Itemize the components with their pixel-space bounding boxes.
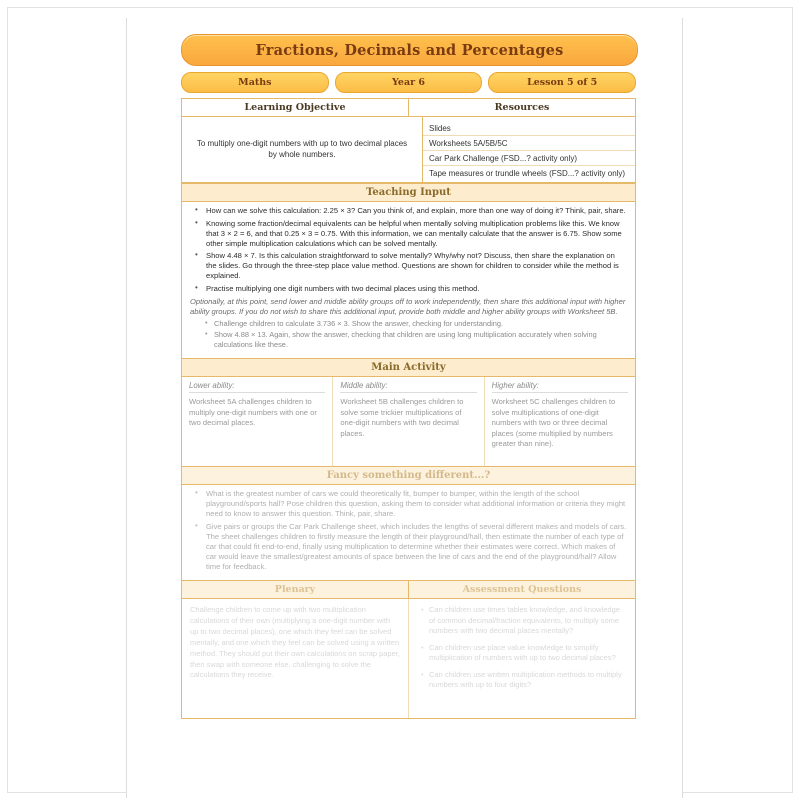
list-item: • Can children use place value knowledge to simplify multiplication of numbers with up to two decimal places? [429, 643, 627, 664]
list-item: • Show 4.48 × 7. Is this calculation straightforward to solve mentally? Why/why not? Discuss, then share the explanation on the slides. Go through the three-step place value method. Questions are shown for children to consider while the method is explained. [204, 251, 627, 281]
page-title: Fractions, Decimals and Percentages [255, 41, 564, 59]
pill-lesson: Lesson 5 of 5 [488, 72, 636, 93]
main-activity-columns [181, 377, 636, 467]
main-activity-column-middle [333, 377, 484, 466]
section-heading-teaching-input: Teaching Input [181, 183, 636, 202]
list-item: • Challenge children to calculate 3.736 × 3. Show the answer, checking for understanding. [214, 319, 627, 329]
plenary-text: Challenge children to come up with two multiplication calculations of their own (multiplying a one-digit number with up to two decimal places), one which they feel can be solved mentally, and one which they feel can be solved using a written method. They should put their own calculations on scrap paper, then swap with someone else, challenging to solve the calculations they receive. [190, 605, 400, 680]
teaching-input-bullets [190, 206, 627, 294]
resource-item: Tape measures or trundle wheels (FSD...? activity only) [429, 168, 626, 178]
main-activity-column-lower [182, 377, 333, 466]
resource-item: Slides [423, 121, 635, 136]
teaching-input-body [181, 202, 636, 359]
col-header-learning-objective: Learning Objective [182, 99, 409, 117]
resource-item: Worksheets 5A/5B/5C [423, 136, 635, 151]
column-title: Middle ability: [340, 381, 476, 393]
pill-year: Year 6 [335, 72, 483, 93]
assessment-questions-list [417, 605, 627, 691]
list-item: • How can we solve this calculation: 2.25 × 3? Can you think of, and explain, more than one way of doing it? Think, pair, share. [204, 206, 627, 216]
list-item: • Can children use written multiplication methods to multiply numbers with up to four digits? [429, 670, 627, 691]
resource-item: Car Park Challenge (FSD...? activity only) [423, 151, 635, 166]
plenary-content [182, 599, 409, 718]
list-item: • Practise multiplying one digit numbers with two decimal places using this method. [204, 284, 627, 294]
list-item: • Can children use times tables knowledge, and knowledge of common decimal/fraction equivalents, to multiply some numbers with two decimal places mentally? [429, 605, 627, 637]
resources-list [423, 117, 635, 182]
main-activity-column-higher [485, 377, 635, 466]
list-item: • What is the greatest number of cars we could theoretically fit, bumper to bumper, within the length of the school playground/sports hall? Pose children this question, asking them to consider what additional information or criteria they might need to know to answer this question. Think, pair, share. [204, 489, 627, 519]
column-title: Lower ability: [189, 381, 325, 393]
col-header-resources: Resources [409, 99, 635, 117]
page-bottom-fade [181, 719, 636, 733]
document-title-bar [181, 34, 638, 66]
list-item: • Show 4.88 × 13. Again, show the answer, checking that children are using long multiplication accurately when solving calculations like these. [214, 330, 627, 350]
header-table [181, 98, 636, 183]
section-heading-assessment-questions: Assessment Questions [409, 581, 635, 598]
section-heading-main-activity: Main Activity [181, 359, 636, 377]
fancy-section-body [181, 485, 636, 581]
list-item: • Knowing some fraction/decimal equivalents can be helpful when mentally solving multiplication problems like this. We know that 3 × 2 = 6, and that 0.25 × 3 = 0.75. With this information, we can mentally calculate that the answer is 6.75. Show some other simple multiplication calculations which can be solved mentally. [204, 219, 627, 249]
section-heading-fancy-something-different: Fancy something different...? [181, 467, 636, 485]
lesson-plan-sheet [181, 34, 636, 733]
assessment-content [409, 599, 635, 718]
list-item: • Give pairs or groups the Car Park Challenge sheet, which includes the lengths of several different makes and models of cars. The sheet challenges children to firstly measure the length of their playground/hall, then estimate the number of each type of car that could fit end-to-end, finally using multiplication to determine whether their estimates were correct. Which makes of car would leave the smallest/greatest amounts of space between the line of cars and the end of the playground/hall? Allow time for feedback. [204, 522, 627, 572]
column-text: Worksheet 5C challenges children to solve multiplications of one-digit numbers with two or three decimal places (some multiplied by numbers greater than nine). [491, 396, 616, 449]
meta-pill-row [181, 72, 636, 93]
column-title: Higher ability: [492, 381, 628, 393]
fancy-section-bullets [190, 489, 627, 572]
section-heading-plenary: Plenary [182, 581, 409, 598]
column-text: Worksheet 5B challenges children to solve some trickier multiplications of one-digit numbers with two decimal places. [340, 396, 464, 438]
footer-section-headings [181, 581, 636, 599]
header-table-body [182, 117, 635, 182]
learning-objective-text: To multiply one-digit numbers with up to two decimal places by whole numbers. [182, 117, 423, 182]
pill-subject: Maths [181, 72, 329, 93]
footer-section-content [181, 599, 636, 719]
scan-frame [8, 8, 792, 792]
header-table-head [182, 99, 635, 117]
teaching-input-sub-bullets [190, 319, 627, 350]
column-text: Worksheet 5A challenges children to multiply one-digit numbers with one or two decimal places. [189, 396, 317, 428]
teaching-input-note: Optionally, at this point, send lower and middle ability groups off to work independently, then share this additional input with higher ability groups. If you do not wish to share this additional input, provide both middle and higher ability groups with Worksheet 5B. [190, 296, 626, 316]
